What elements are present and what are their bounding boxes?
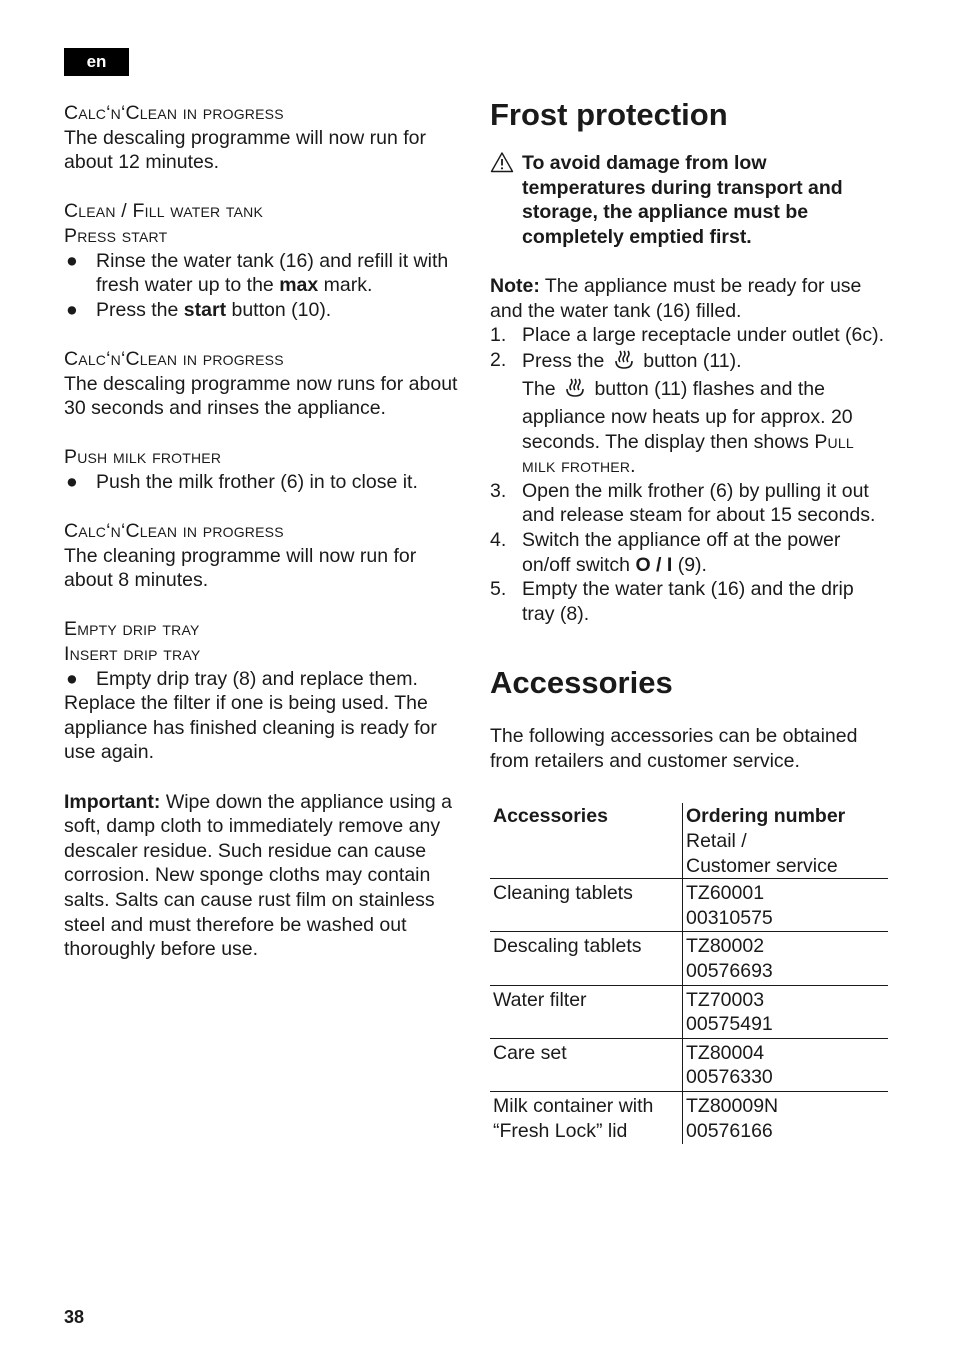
section-title-frost: Frost protection bbox=[490, 97, 728, 132]
steam-icon bbox=[612, 348, 636, 377]
table-header: Ordering number Retail / Customer service bbox=[683, 803, 889, 878]
right-column bbox=[490, 96, 890, 1144]
table-row: Cleaning tablets TZ60001 00310575 bbox=[490, 879, 888, 932]
table-row: Care set TZ80004 00576330 bbox=[490, 1038, 888, 1091]
list-item: ● Push the milk frother (6) in to close it. bbox=[66, 470, 418, 493]
page-number: 38 bbox=[64, 1307, 85, 1327]
status-heading: Empty drip tray bbox=[64, 618, 200, 641]
warning-block: To avoid damage from low temperatures during transport and storage, the appliance must be completely emptied first. bbox=[490, 151, 890, 249]
section-title-accessories: Accessories bbox=[490, 665, 673, 701]
paragraph: The descaling programme will now run for about 12 minutes. bbox=[64, 126, 426, 174]
status-heading: Calc‘n‘Clean in progress bbox=[64, 520, 284, 543]
bullet-dot: ● bbox=[66, 667, 78, 690]
table-row: Water filter TZ70003 00575491 bbox=[490, 985, 888, 1038]
list-item: 1. Place a large receptacle under outlet (6c). bbox=[490, 324, 885, 347]
list-item: 4. Switch the appliance off at the power on/off switch O / I (9). bbox=[490, 528, 841, 576]
list-item: ● Press the start button (10). bbox=[66, 298, 332, 321]
table-header: Accessories bbox=[493, 805, 608, 828]
paragraph: Replace the filter if one is being used. The appliance has finished cleaning is ready for use again. bbox=[64, 692, 437, 764]
warning-triangle-icon bbox=[490, 151, 522, 249]
table-header-row bbox=[490, 803, 888, 878]
bullet-dot: ● bbox=[66, 249, 78, 272]
bullet-dot: ● bbox=[66, 470, 78, 493]
left-column bbox=[64, 101, 464, 962]
list-item: ● Empty drip tray (8) and replace them. bbox=[66, 667, 418, 690]
accessories-table bbox=[490, 803, 888, 1144]
list-item: 5. Empty the water tank (16) and the drip tray (8). bbox=[490, 578, 854, 625]
table-row: Descaling tablets TZ80002 00576693 bbox=[490, 932, 888, 985]
list-item: 3. Open the milk frother (6) by pulling it out and release steam for about 15 seconds. bbox=[490, 479, 876, 527]
status-heading: Calc‘n‘Clean in progress bbox=[64, 102, 284, 124]
status-heading: Clean / Fill water tank bbox=[64, 200, 264, 223]
table-row: Milk container with “Fresh Lock” lid TZ80009N 00576166 bbox=[490, 1092, 888, 1145]
status-heading: Push milk frother bbox=[64, 446, 222, 469]
bullet-dot: ● bbox=[66, 298, 78, 321]
paragraph: The descaling programme now runs for about 30 seconds and rinses the appliance. bbox=[64, 372, 458, 420]
status-heading: Calc‘n‘Clean in progress bbox=[64, 347, 284, 370]
language-tab: en bbox=[64, 48, 129, 76]
important-note: Important: Wipe down the appliance using a soft, damp cloth to immediately remove any descaler residue. Such residue can cause corrosion. New sponge cloths may contain salts. Salts can cause rust film on stainless steel and must therefore be washed out thoroughly before use. bbox=[64, 790, 453, 961]
list-item: ● Rinse the water tank (16) and refill it with fresh water up to the max mark. bbox=[66, 249, 449, 297]
status-heading: Press start bbox=[64, 224, 168, 247]
status-heading: Insert drip tray bbox=[64, 643, 201, 666]
list-item: 2. Press the button (11). The button (11) flashes and the appliance now heats up for approx. 20 seconds. The display then shows Pull milk frother. bbox=[490, 348, 854, 478]
paragraph: The following accessories can be obtained from retailers and customer service. bbox=[490, 725, 858, 772]
note: Note: The appliance must be ready for use and the water tank (16) filled. bbox=[490, 274, 862, 322]
paragraph: The cleaning programme will now run for about 8 minutes. bbox=[64, 544, 417, 592]
steam-icon bbox=[563, 376, 587, 405]
